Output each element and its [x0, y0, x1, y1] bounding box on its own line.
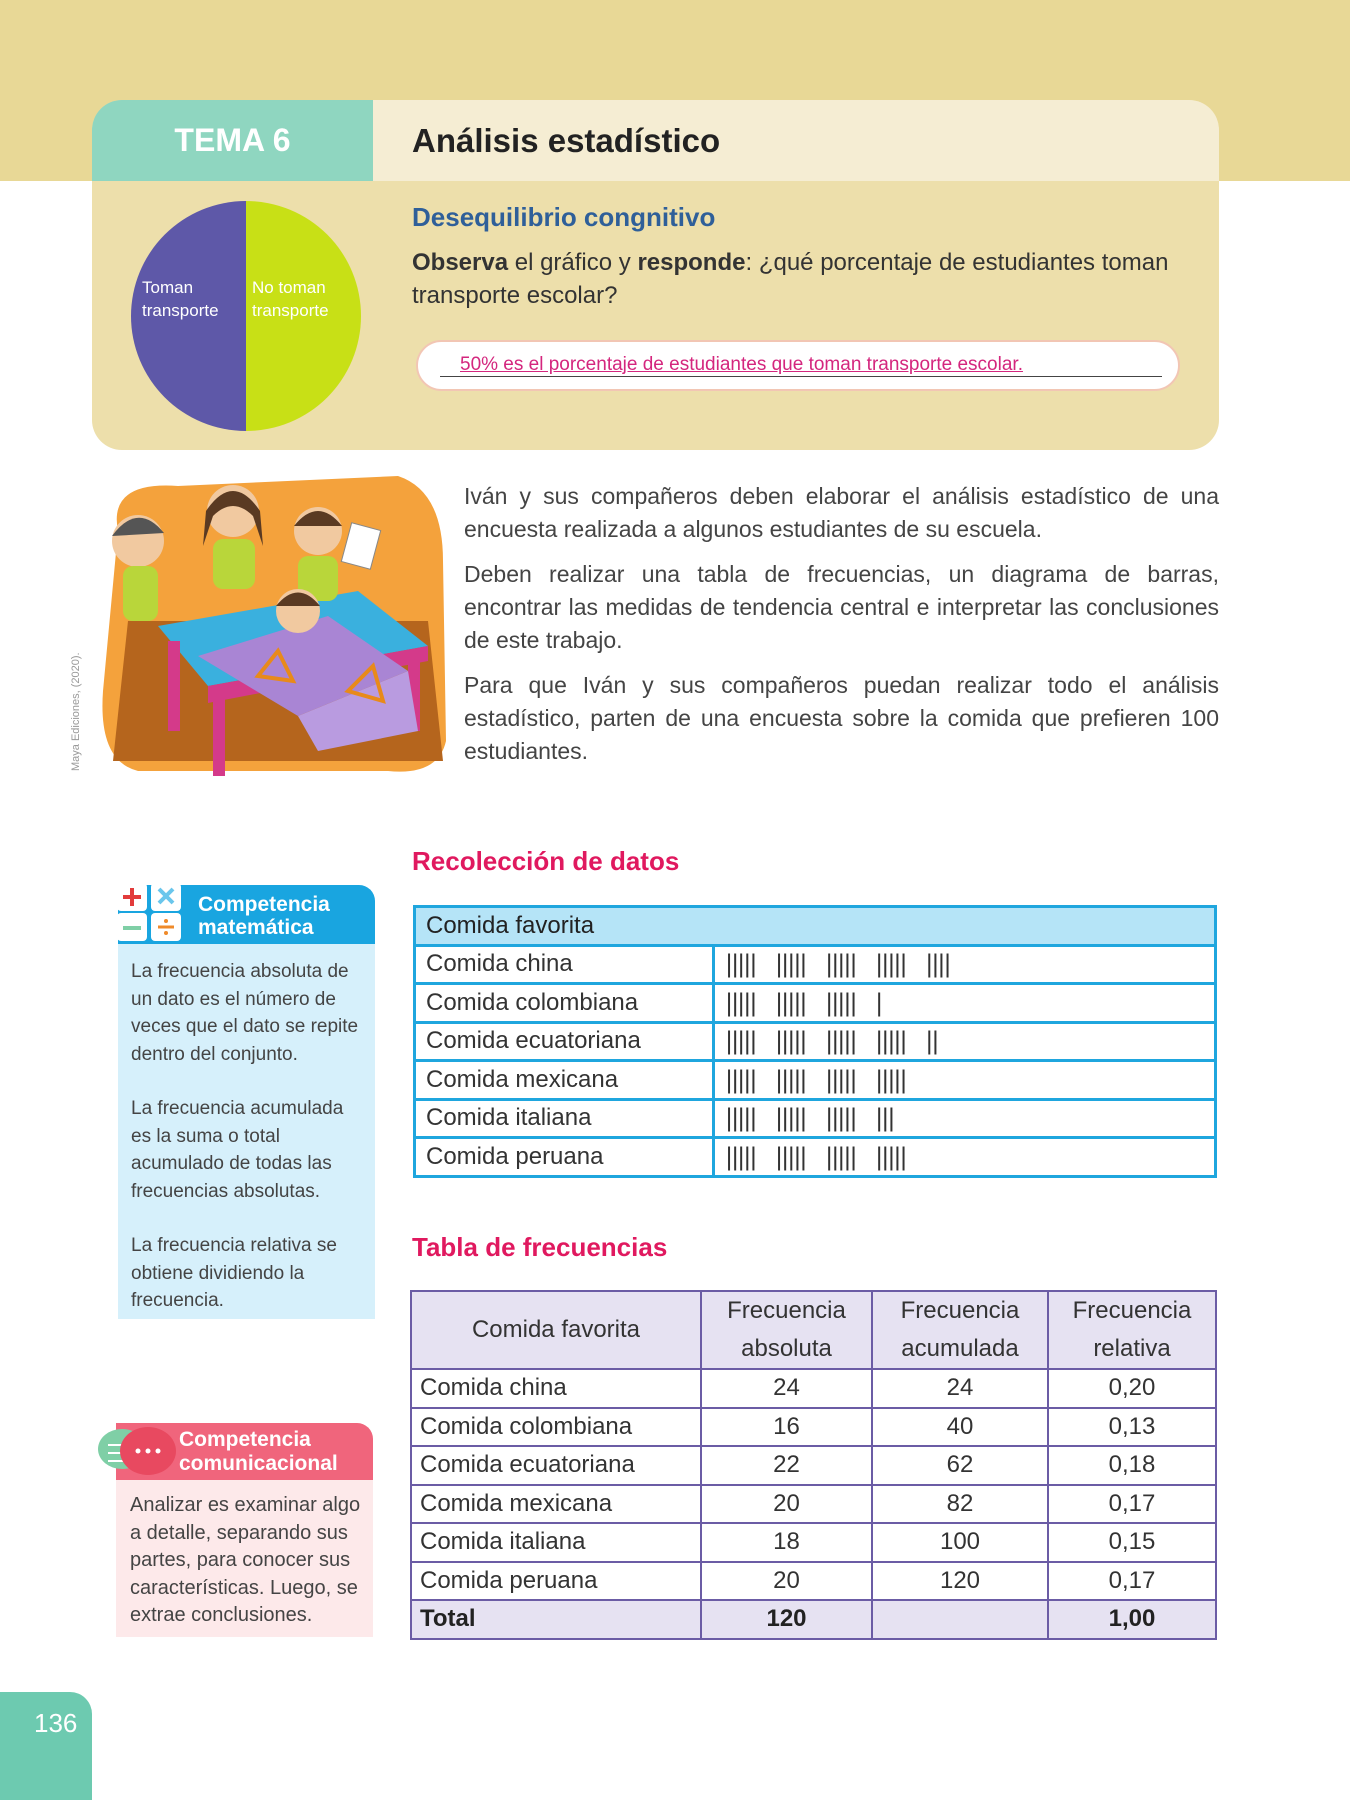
food-cell: Comida mexicana	[411, 1485, 701, 1524]
speech-bubbles-icon	[96, 1421, 180, 1481]
absolute-freq-cell: 20	[701, 1485, 872, 1524]
title-line: matemática	[198, 916, 314, 939]
food-cell: Comida ecuatoriana	[411, 1446, 701, 1485]
accumulated-freq-cell: 40	[872, 1408, 1048, 1447]
relative-freq-cell: 0,20	[1048, 1369, 1216, 1408]
total-label: Total	[411, 1600, 701, 1639]
q-bold: Observa	[412, 249, 509, 276]
tally-cell: ||||| ||||| ||||| |||||	[714, 1138, 1216, 1177]
pie-label-notoman-1: No toman	[252, 278, 326, 297]
definition: La frecuencia absoluta de un dato es el número de veces que el dato se repite dentro del conjunto.	[131, 961, 359, 1065]
tally-cell: ||||| ||||| ||||| ||||| ||||	[714, 945, 1216, 984]
relative-freq-cell: 0,17	[1048, 1485, 1216, 1524]
food-cell: Comida china	[415, 945, 714, 984]
total-absolute: 120	[701, 1600, 872, 1639]
q-text: : ¿qué porcentaje de estudiantes toman transporte escolar?	[412, 249, 1169, 309]
table-row	[411, 1369, 1216, 1408]
table-row	[415, 1022, 1216, 1061]
question	[412, 246, 1192, 312]
tally-table	[413, 905, 1217, 1178]
answer-box[interactable]	[416, 340, 1180, 391]
col-header: Frecuencia relativa	[1048, 1291, 1216, 1369]
title-line: Competencia	[179, 1428, 311, 1451]
absolute-freq-cell: 24	[701, 1369, 872, 1408]
food-cell: Comida mexicana	[415, 1061, 714, 1100]
col-header: Frecuencia acumulada	[872, 1291, 1048, 1369]
table-row	[411, 1562, 1216, 1601]
absolute-freq-cell: 20	[701, 1562, 872, 1601]
pie-label-toman-2: transporte	[142, 301, 219, 320]
math-operators-icon	[115, 881, 187, 943]
col-header: Frecuencia absoluta	[701, 1291, 872, 1369]
competencia-matematica-header	[118, 885, 375, 944]
table-row	[411, 1523, 1216, 1562]
relative-freq-cell: 0,18	[1048, 1446, 1216, 1485]
table-row	[411, 1446, 1216, 1485]
col-header: Comida favorita	[411, 1291, 701, 1369]
competencia-comunicacional-body: Analizar es examinar algo a detalle, separando sus partes, para conocer sus características. Luego, se extrae conclusiones.	[116, 1480, 373, 1637]
accumulated-freq-cell: 24	[872, 1369, 1048, 1408]
food-cell: Comida italiana	[411, 1523, 701, 1562]
competencia-matematica-box	[118, 885, 375, 1319]
paragraph: Para que Iván y sus compañeros puedan realizar todo el análisis estadístico, parten de una encuesta sobre la comida que prefieren 100 estudiantes.	[464, 672, 1219, 764]
intro-paragraphs	[464, 480, 1219, 780]
page-number: 136	[0, 1692, 92, 1800]
definition: La frecuencia acumulada es la suma o total acumulado de todas las frecuencias absolutas.	[131, 1098, 344, 1202]
total-relative: 1,00	[1048, 1600, 1216, 1639]
accumulated-freq-cell: 120	[872, 1562, 1048, 1601]
absolute-freq-cell: 22	[701, 1446, 872, 1485]
relative-freq-cell: 0,13	[1048, 1408, 1216, 1447]
accumulated-freq-cell: 62	[872, 1446, 1048, 1485]
food-cell: Comida china	[411, 1369, 701, 1408]
page-title: Análisis estadístico	[373, 100, 1219, 181]
title-line: comunicacional	[179, 1452, 338, 1475]
q-text: el gráfico y	[508, 249, 638, 276]
pie-chart	[130, 200, 362, 437]
relative-freq-cell: 0,15	[1048, 1523, 1216, 1562]
table-row	[411, 1408, 1216, 1447]
section-title-frecuencias: Tabla de frecuencias	[412, 1232, 668, 1262]
pie-label-notoman-2: transporte	[252, 301, 329, 320]
answer-text: 50% es el porcentaje de estudiantes que toman transporte escolar.	[440, 354, 1162, 377]
food-cell: Comida ecuatoriana	[415, 1022, 714, 1061]
tally-cell: ||||| ||||| ||||| |||||	[714, 1061, 1216, 1100]
accumulated-freq-cell: 82	[872, 1485, 1048, 1524]
section-title-recoleccion: Recolección de datos	[412, 846, 680, 876]
title-line: Competencia	[198, 893, 330, 916]
competencia-comunicacional-box	[116, 1423, 373, 1637]
paragraph: Iván y sus compañeros deben elaborar el análisis estadístico de una encuesta realizada a algunos estudiantes de su escuela.	[464, 483, 1219, 542]
relative-freq-cell: 0,17	[1048, 1562, 1216, 1601]
table-row	[415, 1138, 1216, 1177]
food-cell: Comida peruana	[415, 1138, 714, 1177]
section-title-desequilibrio: Desequilibrio congnitivo	[412, 202, 716, 232]
tally-cell: ||||| ||||| ||||| |||	[714, 1099, 1216, 1138]
tally-cell: ||||| ||||| ||||| ||||| ||	[714, 1022, 1216, 1061]
tally-cell: ||||| ||||| ||||| |	[714, 984, 1216, 1023]
table-row	[415, 1099, 1216, 1138]
absolute-freq-cell: 18	[701, 1523, 872, 1562]
tema-label: TEMA 6	[92, 100, 373, 181]
food-cell: Comida peruana	[411, 1562, 701, 1601]
students-illustration	[98, 471, 448, 783]
definition: La frecuencia relativa se obtiene dividiendo la frecuencia.	[131, 1235, 337, 1311]
accumulated-freq-cell: 100	[872, 1523, 1048, 1562]
paragraph: Deben realizar una tabla de frecuencias, un diagrama de barras, encontrar las medidas de tendencia central e interpretar las conclusiones de este trabajo.	[464, 561, 1219, 653]
q-bold: responde	[637, 249, 746, 276]
frequency-table	[410, 1290, 1217, 1640]
total-row	[411, 1600, 1216, 1639]
competencia-comunicacional-header	[116, 1423, 373, 1480]
absolute-freq-cell: 16	[701, 1408, 872, 1447]
table-row	[411, 1485, 1216, 1524]
table-row	[415, 945, 1216, 984]
food-cell: Comida colombiana	[411, 1408, 701, 1447]
food-cell: Comida italiana	[415, 1099, 714, 1138]
total-accumulated	[872, 1600, 1048, 1639]
image-credit: Maya Ediciones, (2020).	[70, 652, 82, 771]
table-row	[415, 1061, 1216, 1100]
table-row	[415, 984, 1216, 1023]
pie-label-toman-1: Toman	[142, 278, 194, 297]
competencia-matematica-body	[118, 944, 375, 1319]
tally-table-header: Comida favorita	[415, 907, 1216, 946]
food-cell: Comida colombiana	[415, 984, 714, 1023]
